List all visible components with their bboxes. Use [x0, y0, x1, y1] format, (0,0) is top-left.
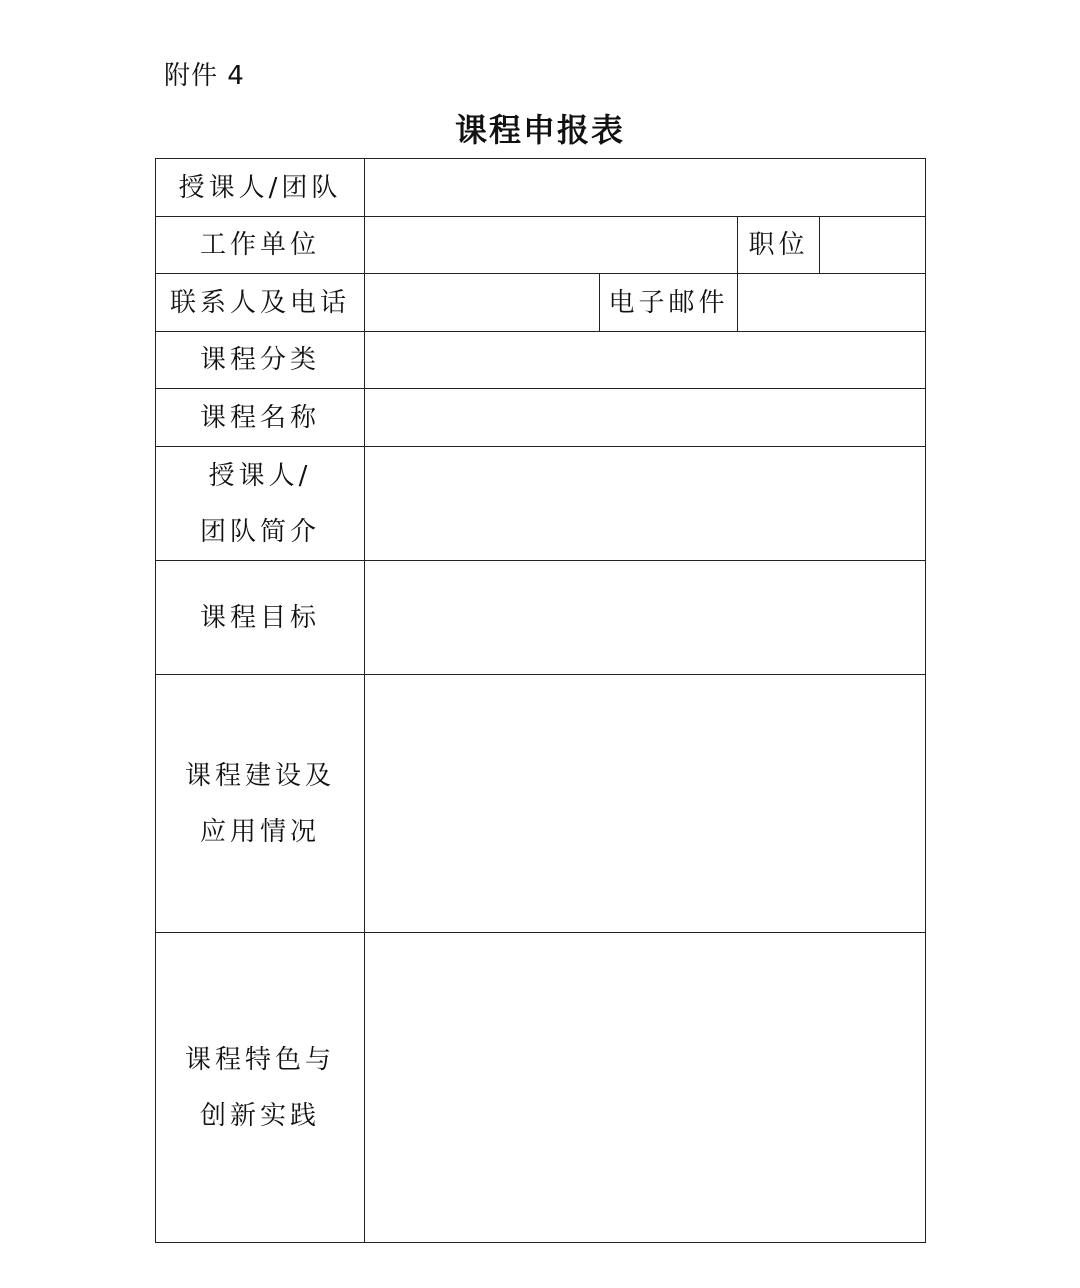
features-label-line1: 课程特色与 — [184, 1044, 335, 1075]
construction-label-line2: 应用情况 — [199, 816, 320, 847]
construction-application-field[interactable] — [365, 675, 926, 933]
course-category-field[interactable] — [365, 332, 926, 389]
position-label: 职位 — [738, 217, 820, 274]
team-intro-field[interactable] — [365, 447, 926, 561]
email-label: 电子邮件 — [600, 274, 738, 332]
form-title: 课程申报表 — [454, 111, 625, 149]
course-objective-label: 课程目标 — [156, 561, 365, 675]
features-innovation-field[interactable] — [365, 933, 926, 1243]
construction-application-label — [156, 675, 365, 933]
contact-phone-label: 联系人及电话 — [156, 274, 365, 332]
course-name-label: 课程名称 — [156, 389, 365, 447]
construction-label-line1: 课程建设及 — [184, 760, 335, 791]
team-intro-label-line1: 授课人/ — [208, 460, 312, 491]
position-field[interactable] — [820, 217, 926, 274]
features-innovation-label — [156, 933, 365, 1243]
work-unit-field[interactable] — [365, 217, 738, 274]
course-name-field[interactable] — [365, 389, 926, 447]
instructor-team-label: 授课人/团队 — [156, 159, 365, 217]
team-intro-label — [156, 447, 365, 561]
work-unit-label: 工作单位 — [156, 217, 365, 274]
course-category-label: 课程分类 — [156, 332, 365, 389]
course-application-table — [155, 158, 926, 1243]
contact-phone-field[interactable] — [365, 274, 600, 332]
instructor-team-field[interactable] — [365, 159, 926, 217]
attachment-label: 附件 4 — [164, 61, 245, 91]
course-objective-field[interactable] — [365, 561, 926, 675]
team-intro-label-line2: 团队简介 — [199, 516, 320, 547]
email-field[interactable] — [738, 274, 926, 332]
features-label-line2: 创新实践 — [199, 1100, 320, 1131]
